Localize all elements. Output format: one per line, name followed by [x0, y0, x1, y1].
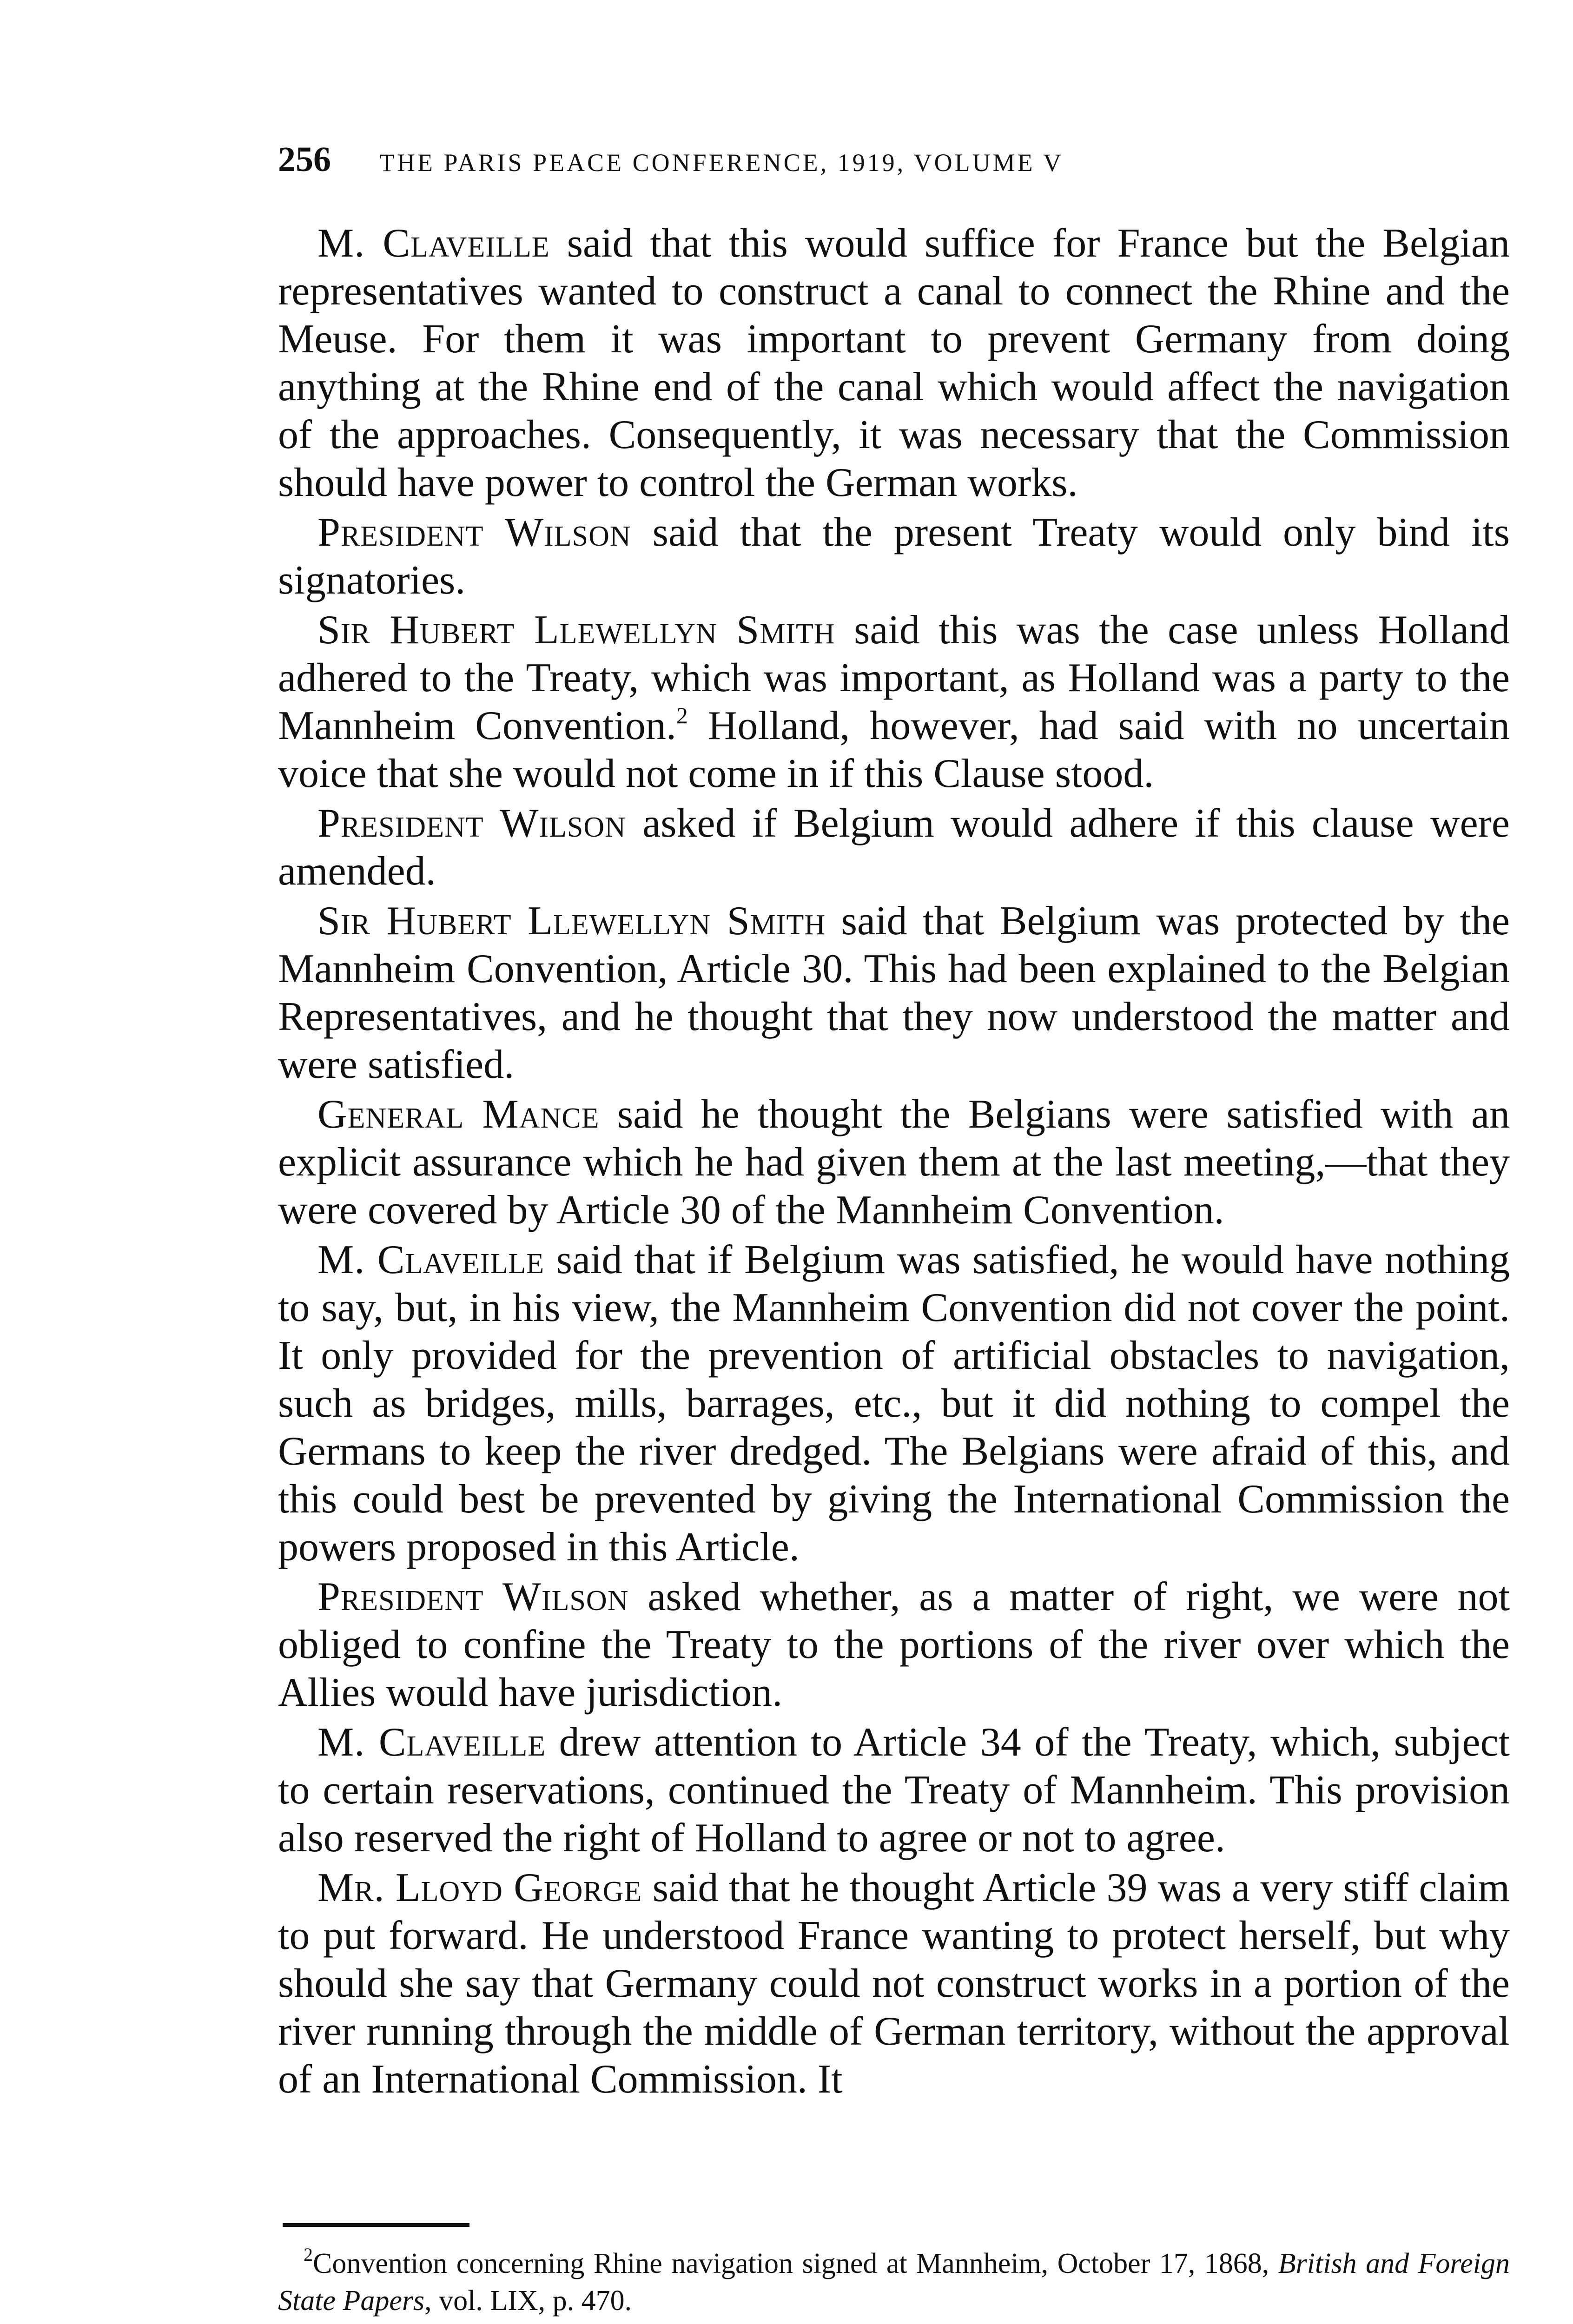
speaker-name: General Mance: [317, 1092, 600, 1137]
speaker-name: President Wilson: [317, 510, 631, 555]
paragraph: [278, 1573, 1510, 1717]
paragraph-text-continued: Holland, however, had said with no uncertain voice that she would not come in if this Clause stood.: [278, 703, 1510, 796]
footnote: [278, 2245, 1510, 2319]
footnote-citation: , vol. LIX, p. 470.: [424, 2285, 632, 2317]
paragraph-text: said that this would suffice for France but the Belgian representatives wanted to construct a canal to connect the Rhine and the Meuse. For them it was important to prevent Germany from doing anything at the Rhine end of the canal which would affect the navigation of the approaches. Consequently, it was necessary that the Commission should have power to control the German works.: [278, 221, 1510, 505]
paragraph-text: said that Belgium was protected by the Mannheim Convention, Article 30. This had been explained to the Belgian Representatives, and he thought that they now understood the matter and were satisfied.: [278, 898, 1510, 1087]
paragraph: [278, 897, 1510, 1089]
paragraph: [278, 1718, 1510, 1862]
running-head: THE PARIS PEACE CONFERENCE, 1919, VOLUME V: [379, 149, 1064, 177]
paragraph-text: said that the present Treaty would only bind its signatories.: [278, 510, 1510, 603]
speaker-name: M. Claveille: [317, 1720, 546, 1765]
paragraph: [278, 1090, 1510, 1234]
speaker-name: Sir Hubert Llewellyn Smith: [317, 898, 826, 944]
page-header: [278, 139, 1324, 186]
paragraph-text: asked whether, as a matter of right, we were not obliged to confine the Treaty to the portions of the river over which the Allies would have jurisdiction.: [278, 1574, 1510, 1715]
speaker-name: President Wilson: [317, 1574, 629, 1619]
paragraph: [278, 1864, 1510, 2103]
paragraph: [278, 1236, 1510, 1571]
paragraph: [278, 508, 1510, 604]
footnote-reference: 2: [676, 702, 688, 728]
speaker-name: M. Claveille: [317, 1237, 545, 1282]
paragraph-text: asked if Belgium would adhere if this clause were amended.: [278, 801, 1510, 894]
paragraph: [278, 219, 1510, 507]
footnote-source-title: British and Foreign State Papers: [278, 2248, 1510, 2317]
footnote-divider: [283, 2223, 469, 2227]
speaker-name: Sir Hubert Llewellyn Smith: [317, 607, 835, 653]
speaker-name: President Wilson: [317, 801, 626, 846]
paragraph-text: said that he thought Article 39 was a very stiff claim to put forward. He understood France wanting to protect herself, but why should she say that Germany could not construct works in a portion of the river running through the middle of German territory, without the approval of an International Commission. It: [278, 1865, 1510, 2102]
paragraph-text: said he thought the Belgians were satisfied with an explicit assurance which he had given them at the last meeting,—that they were covered by Article 30 of the Mannheim Convention.: [278, 1092, 1510, 1233]
speaker-name: Mr. Lloyd George: [317, 1865, 642, 1910]
paragraph-text: said that if Belgium was satisfied, he would have nothing to say, but, in his view, the Mannheim Convention did not cover the point. It only provided for the prevention of artificial obstacles to navigation, such as bridges, mills, barrages, etc., but it did nothing to compel the Germans to keep the river dredged. The Belgians were afraid of this, and this could best be prevented by giving the International Commission the powers proposed in this Article.: [278, 1237, 1510, 1570]
paragraph-text: said this was the case unless Holland adhered to the Treaty, which was important, as Holland was a party to the Mannheim Convention.: [278, 607, 1510, 748]
footnote-marker: 2: [304, 2244, 313, 2265]
footnote-text: Convention concerning Rhine navigation signed at Mannheim, October 17, 1868,: [313, 2248, 1278, 2279]
paragraph: [278, 606, 1510, 798]
paragraph: [278, 799, 1510, 895]
paragraph-text: drew attention to Article 34 of the Treaty, which, subject to certain reservations, continued the Treaty of Mannheim. This provision also reserved the right of Holland to agree or not to agree.: [278, 1720, 1510, 1861]
body-text: [278, 219, 1510, 2105]
page-number: 256: [278, 140, 331, 179]
speaker-name: M. Claveille: [317, 221, 550, 266]
